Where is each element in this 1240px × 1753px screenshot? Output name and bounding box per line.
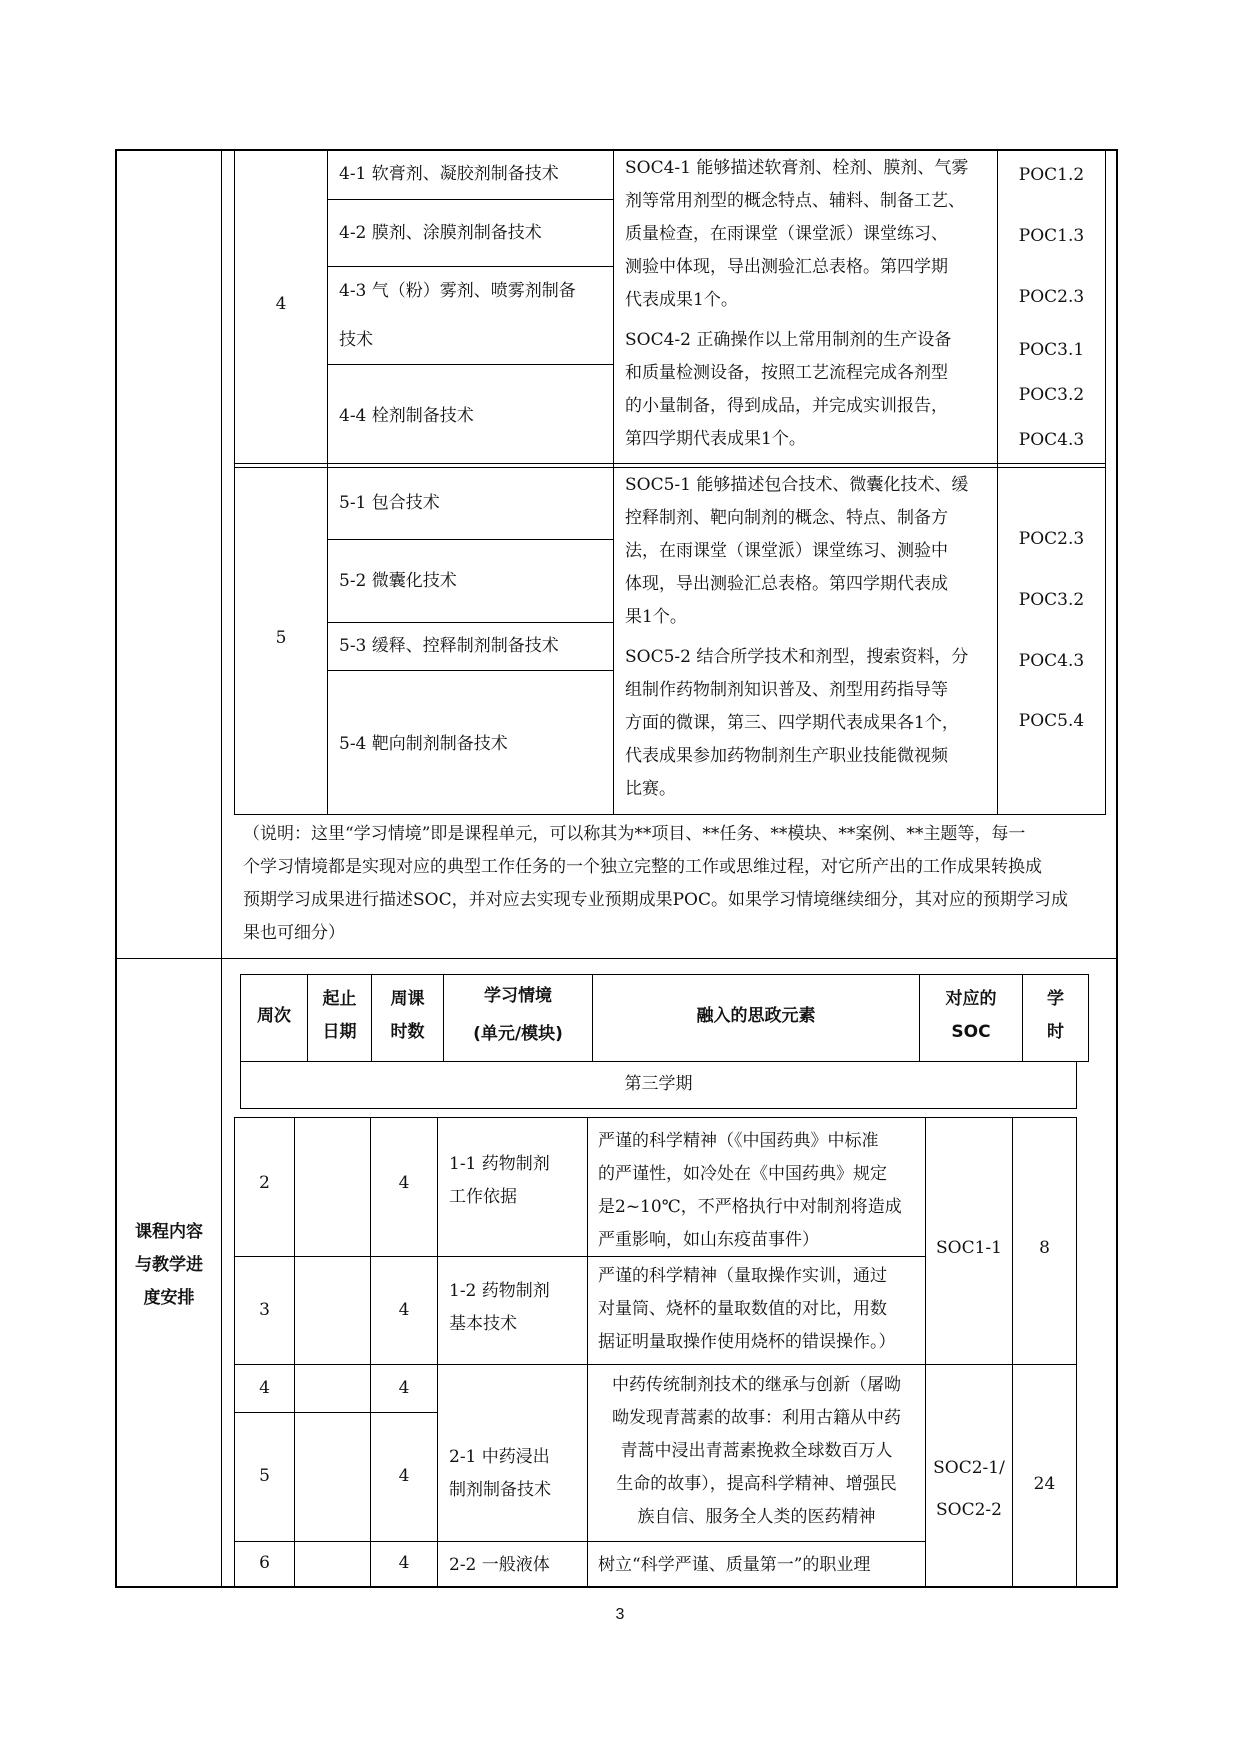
week-number: 2	[259, 1173, 270, 1193]
schedule-soc: SOC2-1/ SOC2-2	[933, 1458, 1005, 1520]
topic-divider	[327, 622, 613, 623]
schedule-topic: 2-2 一般液体	[449, 1555, 550, 1575]
unit-topic: 5-1 包合技术	[339, 493, 440, 513]
unit-number: 4	[275, 294, 287, 314]
inner-table-col-2	[613, 149, 614, 815]
ideology-element: 严谨的科学精神（量取操作实训，通过 对量筒、烧杯的量取数值的对比，用数 据证明量取操作使用烧杯的错误操作。）	[598, 1266, 896, 1352]
poc-code: POC3.2	[1018, 385, 1085, 405]
term-row-right	[1076, 1061, 1077, 1109]
week-number: 4	[259, 1378, 270, 1398]
header-unit: 学习情境 (单元/模块)	[473, 986, 563, 1044]
unit-topic: 5-3 缓释、控释制剂制备技术	[339, 636, 559, 656]
weekly-hours: 4	[398, 1466, 410, 1486]
explanation-note: （说明：这里“学习情境”即是课程单元，可以称其为**项目、**任务、**模块、**案例、**主题等，每一 个学习情境都是实现对应的典型工作任务的一个独立完整的工作或思维过程，对它所产出的工作成果转换成 预期学习成果进行描述SOC，并对应去实现专业预期成果POC。如果学习情境继续细分，其对应的预期学习成 果也可细分）	[243, 824, 1068, 943]
outer-table-bottom	[115, 1586, 1118, 1588]
poc-code: POC3.2	[1018, 590, 1085, 610]
page-number: 3	[615, 1606, 625, 1623]
schedule-header-bottom	[240, 1061, 1089, 1062]
week-number: 5	[259, 1466, 270, 1486]
unit-topic: 4-2 膜剂、涂膜剂制备技术	[339, 223, 542, 243]
unit-topic: 4-1 软膏剂、凝胶剂制备技术	[339, 164, 559, 184]
weekly-hours: 4	[398, 1173, 410, 1193]
outer-table-left	[115, 149, 117, 1588]
header-soc: 对应的 SOC	[945, 989, 997, 1042]
schedule-body-col	[437, 1117, 438, 1588]
header-credit-hours: 学 时	[1047, 989, 1064, 1042]
unit-soc-description: SOC4-2 正确操作以上常用制剂的生产设备 和质量检测设备，按照工艺流程完成各剂型 的小量制备，得到成品，并完成实训报告， 第四学期代表成果1个。	[625, 330, 952, 449]
term-row-bottom	[240, 1108, 1077, 1109]
schedule-credit-hours: 24	[1033, 1474, 1056, 1494]
poc-code: POC2.3	[1018, 287, 1085, 307]
schedule-body-top	[234, 1117, 1077, 1118]
unit-topic: 5-2 微囊化技术	[339, 571, 457, 591]
topic-divider	[327, 364, 613, 365]
ideology-element: 严谨的科学精神（《中国药典》中标准 的严谨性，如冷处在《中国药典》规定 是2~10℃，不严格执行中对制剂将造成 严重影响，如山东疫苗事件）	[598, 1131, 902, 1250]
weekly-hours: 4	[398, 1300, 410, 1320]
schedule-topic: 2-1 中药浸出 制剂制备技术	[449, 1447, 551, 1500]
topic-divider	[327, 670, 613, 671]
inner-table-left	[234, 149, 235, 815]
unit-topic: 4-4 栓剂制备技术	[339, 406, 474, 426]
topic-divider	[327, 266, 613, 267]
outer-table-col-divider	[221, 149, 222, 1588]
schedule-credit-hours: 8	[1039, 1238, 1050, 1258]
schedule-row-divider	[234, 1412, 437, 1413]
topic-divider	[327, 199, 613, 200]
schedule-body-col	[294, 1117, 295, 1588]
week-number: 6	[259, 1553, 270, 1573]
schedule-header-right	[1088, 974, 1089, 1062]
term-label: 第三学期	[624, 1074, 693, 1094]
poc-code: POC4.3	[1018, 651, 1085, 671]
weekly-hours: 4	[398, 1553, 410, 1573]
unit-soc-description: SOC4-1 能够描述软膏剂、栓剂、膜剂、气雾 剂等常用剂型的概念特点、辅料、制备工艺、 质量检查，在雨课堂（课堂派）课堂练习、 测验中体现，导出测验汇总表格。第四学期 代表成果1个。	[625, 158, 969, 310]
header-dates: 起止 日期	[322, 989, 357, 1042]
header-ideology: 融入的思政元素	[696, 1006, 816, 1026]
ideology-element: 树立“科学严谨、质量第一”的职业理	[598, 1555, 871, 1575]
schedule-topic: 1-2 药物制剂 基本技术	[449, 1281, 550, 1334]
poc-code: POC5.4	[1018, 711, 1085, 731]
week-number: 3	[259, 1300, 270, 1320]
poc-code: POC1.3	[1018, 226, 1085, 246]
schedule-row-divider	[234, 1541, 925, 1542]
inner-table-bottom	[234, 814, 1106, 815]
header-hours-per-week: 周课 时数	[390, 989, 425, 1042]
header-week: 周次	[257, 1006, 291, 1026]
schedule-body-right	[1076, 1117, 1077, 1588]
weekly-hours: 4	[398, 1378, 410, 1398]
unit-topic: 技术	[339, 330, 373, 350]
unit-soc-description: SOC5-2 结合所学技术和剂型，搜索资料，分 组制作药物制剂知识普及、剂型用药指导等 方面的微课，第三、四学期代表成果各1个， 代表成果参加药物制剂生产职业技能微视频 比赛。	[625, 647, 969, 799]
schedule-body-col	[1012, 1117, 1013, 1588]
outer-table-right	[1116, 149, 1118, 1588]
poc-code: POC2.3	[1018, 529, 1085, 549]
inner-table-unit-divider-a	[234, 463, 1106, 464]
schedule-header-top	[240, 974, 1089, 975]
unit-topic: 5-4 靶向制剂制备技术	[339, 734, 508, 754]
outer-table-row-divider	[115, 958, 1118, 959]
poc-code: POC4.3	[1018, 430, 1085, 450]
section-label: 课程内容 与教学进 度安排	[135, 1222, 203, 1308]
topic-divider	[327, 539, 613, 540]
poc-code: POC1.2	[1018, 165, 1085, 185]
inner-table-unit-divider-b	[234, 467, 1106, 468]
unit-topic: 4-3 气（粉）雾剂、喷雾剂制备	[339, 281, 576, 301]
unit-soc-description: SOC5-1 能够描述包合技术、微囊化技术、缓 控释制剂、靶向制剂的概念、特点、制备方 法，在雨课堂（课堂派）课堂练习、测验中 体现，导出测验汇总表格。第四学期代表成 果1个。	[625, 475, 969, 627]
schedule-row-divider	[234, 1364, 1077, 1365]
ideology-element: 中药传统制剂技术的继承与创新（屠呦 呦发现青蒿素的故事：利用古籍从中药 青蒿中浸出青蒿素挽救全球数百万人 生命的故事），提高科学精神、增强民 族自信、服务全人类的医药精神	[612, 1375, 901, 1527]
poc-code: POC3.1	[1018, 340, 1085, 360]
schedule-topic: 1-1 药物制剂 工作依据	[449, 1154, 550, 1207]
unit-number: 5	[275, 628, 287, 648]
schedule-soc: SOC1-1	[936, 1238, 1002, 1258]
inner-table-col-1	[327, 149, 328, 815]
inner-table-right	[1105, 149, 1106, 815]
inner-table-top	[234, 149, 1106, 151]
